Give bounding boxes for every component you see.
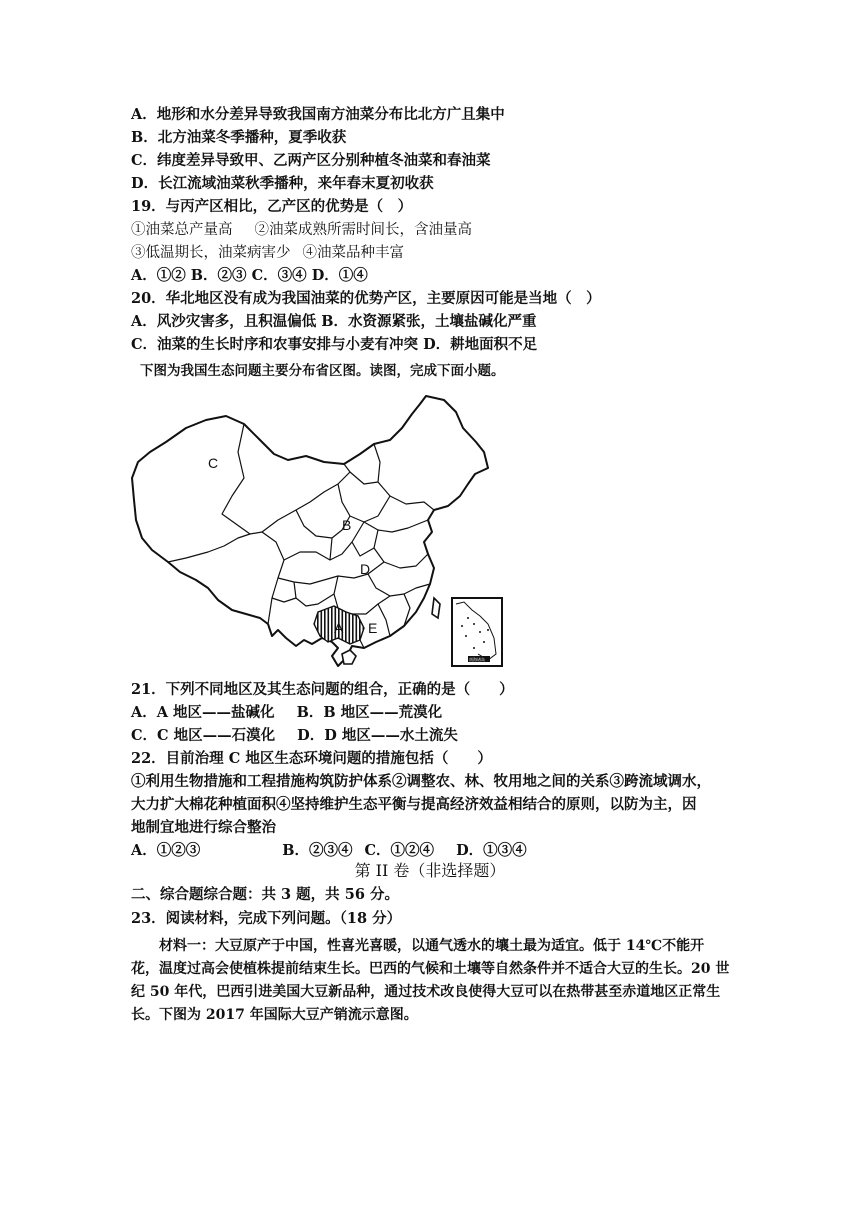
map-label-a: A [334,620,344,636]
q21-option-a: A．A 地区——盐碱化 [131,704,275,721]
q19-items-line1 [131,220,472,240]
map-label-b: B [342,517,352,533]
hainan-island [342,650,356,664]
part2-section: 二、综合题综合题：共 3 题，共 56 分。 [131,886,399,903]
q22-body-line2: 大力扩大棉花种植面积④坚持维护生态平衡与提高经济效益相结合的原则，以防为主，因 [131,796,697,813]
q21-option-b: B．B 地区——荒漠化 [296,704,443,721]
q23-stem: 23．阅读材料，完成下列问题。（18 分） [131,910,402,927]
q20-options-line1: A．风沙灾害多，且积温偏低 B．水资源紧张，土壤盐碱化严重 [131,313,537,330]
q22-options [131,841,527,861]
q23-material1: 材料一：大豆原产于中国，性喜光喜暖，以通气透水的壤土最为适宜。低于 14℃不能开花，温度过高会使植株提前结束生长。巴西的气候和土壤等自然条件并不适合大豆的生长。20 世纪 50 年代，巴西引进美国大豆新品种，通过技术改良使得大豆可以在热带甚至赤道地区正常生长。下图为 2017 年国际大豆产销流示意图。 [131,938,730,1023]
q18-option-d: D．长江流域油菜秋季播种，来年春末夏初收获 [131,175,434,192]
q19-item-3: ③低温期长，油菜病害少 [131,245,291,261]
q22-option-c: C．①②④ [364,842,435,859]
q20-stem: 20．华北地区没有成为我国油菜的优势产区，主要原因可能是当地（ ） [131,290,601,307]
q22-body-line1: ①利用生物措施和工程措施构筑防护体系②调整农、林、牧用地之间的关系③跨流域调水， [131,773,711,790]
q22-body-line3: 地制宜地进行综合整治 [131,819,276,836]
q22-option-a: A．①②③ [131,842,201,859]
map-label-c: C [208,455,219,471]
q21-options-line2 [131,726,458,746]
q18-option-c: C．纬度差异导致甲、乙两产区分别种植冬油菜和春油菜 [131,152,491,169]
q19-answers: A．①② B．②③ C．③④ D．①④ [131,267,368,284]
q19-items-line2 [131,243,404,263]
taiwan-island [432,598,440,618]
q19-stem: 19．与丙产区相比，乙产区的优势是（ ） [131,198,413,215]
part2-title: 第 II 卷（非选择题） [354,861,506,880]
q19-item-4: ④油菜品种丰富 [302,245,404,261]
q18-option-b: B．北方油菜冬季播种，夏季收获 [131,129,347,146]
inset-caption: 南海诸岛 [469,657,485,662]
map-label-d: D [360,561,371,577]
q19-item-2: ②油菜成熟所需时间长，含油量高 [254,222,472,238]
q21-option-d: D．D 地区——水土流失 [297,727,458,744]
map-label-e: E [368,620,378,636]
q21-option-c: C．C 地区——石漠化 [131,727,276,744]
q22-option-b: B．②③④ [282,842,353,859]
q22-stem: 22．目前治理 C 地区生态环境问题的措施包括（ ） [131,750,492,767]
q21-stem: 21．下列不同地区及其生态问题的组合，正确的是（ ） [131,681,514,698]
china-map [128,392,508,672]
q18-option-a: A．地形和水分差异导致我国南方油菜分布比北方广且集中 [131,106,505,123]
q19-item-1: ①油菜总产量高 [131,222,233,238]
map-intro: 下图为我国生态问题主要分布省区图。读图，完成下面小题。 [140,363,505,379]
q22-option-d: D．①③④ [456,842,527,859]
q21-options-line1 [131,703,442,723]
q20-options-line2: C．油菜的生长时序和农事安排与小麦有冲突 D．耕地面积不足 [131,336,538,353]
south-china-sea-inset [452,598,502,666]
